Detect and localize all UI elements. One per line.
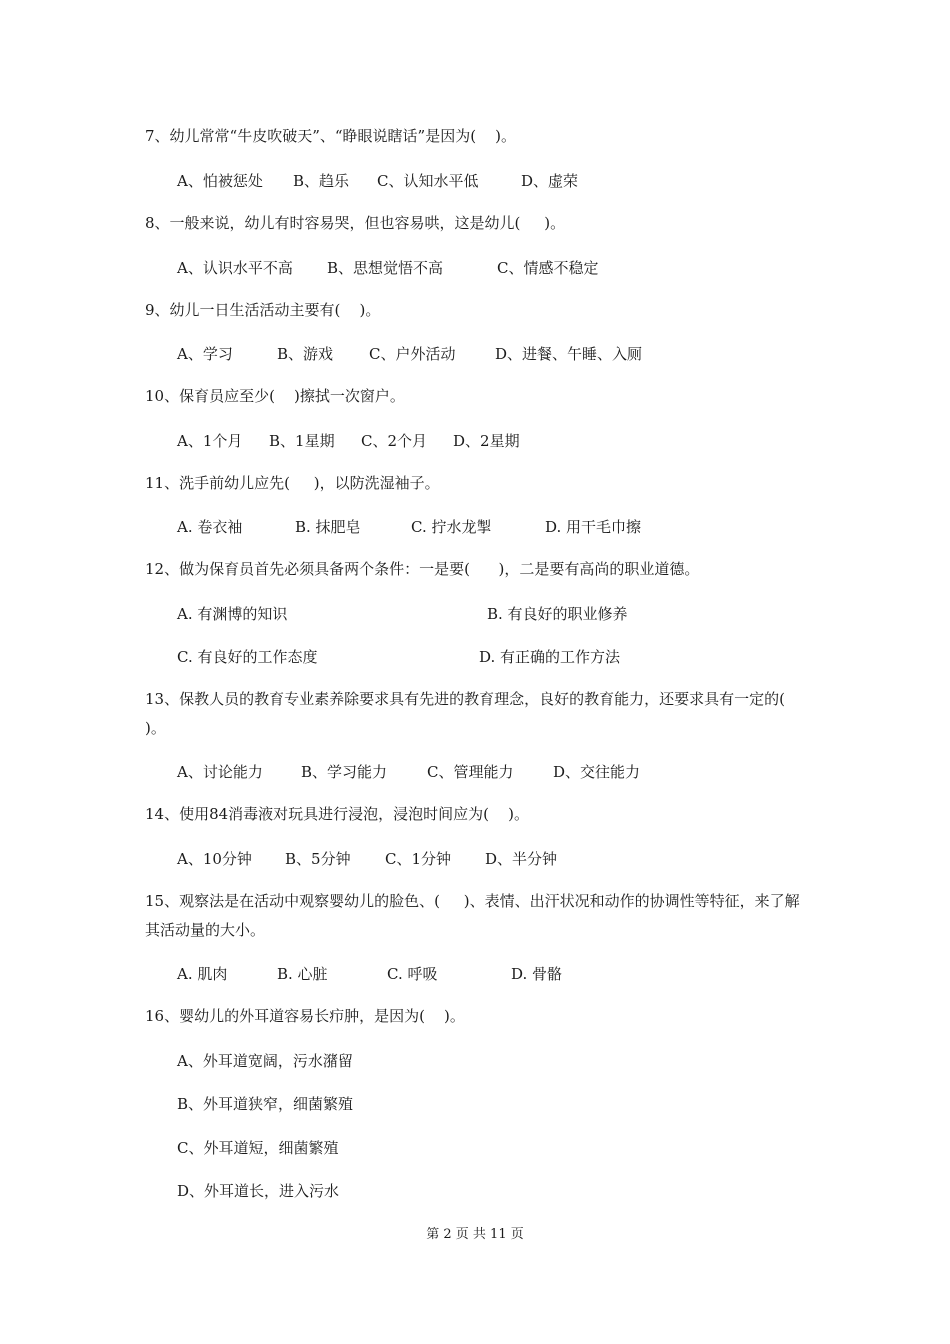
option-b: B、5分钟 xyxy=(285,850,351,868)
option-c: C. 拧水龙掣 xyxy=(411,518,492,536)
question-16-option-d xyxy=(177,1181,340,1201)
question-16-option-c xyxy=(177,1138,339,1158)
option-c: C. 有良好的工作态度 xyxy=(177,648,318,666)
option-c: C. 呼吸 xyxy=(387,965,438,983)
option-a: A、讨论能力 xyxy=(177,763,263,781)
option-d: D. 用干毛巾擦 xyxy=(545,518,642,536)
question-10: 10、保育员应至少( )擦拭一次窗户。 xyxy=(145,387,405,405)
question-13: 13、保教人员的教育专业素养除要求具有先进的教育理念，良好的教育能力，还要求具有一定的( )。 xyxy=(145,690,809,737)
question-11: 11、洗手前幼儿应先( )，以防洗湿袖子。 xyxy=(145,474,440,492)
option-d: D、虚荣 xyxy=(521,172,579,190)
option-b: B、游戏 xyxy=(277,345,334,363)
option-b: B、思想觉悟不高 xyxy=(327,259,444,277)
option-d: D、交往能力 xyxy=(553,763,641,781)
question-11-options xyxy=(177,517,642,537)
question-14-options xyxy=(177,849,558,869)
page-number-footer: 第 2 页 共 11 页 xyxy=(426,1227,524,1242)
question-8-options xyxy=(177,258,599,278)
question-16-option-b xyxy=(177,1094,354,1114)
question-8: 8、一般来说，幼儿有时容易哭，但也容易哄，这是幼儿( )。 xyxy=(145,214,566,232)
option-c: C、外耳道短，细菌繁殖 xyxy=(177,1139,339,1157)
question-15-options xyxy=(177,964,563,984)
option-d: D、半分钟 xyxy=(485,850,558,868)
option-b: B、学习能力 xyxy=(301,763,388,781)
option-d: D、进餐、午睡、入厕 xyxy=(495,345,643,363)
question-10-options xyxy=(177,431,520,451)
option-c: C、1分钟 xyxy=(385,850,452,868)
question-14: 14、使用84消毒液对玩具进行浸泡，浸泡时间应为( )。 xyxy=(145,805,529,823)
question-16: 16、婴幼儿的外耳道容易长疖肿，是因为( )。 xyxy=(145,1007,465,1025)
option-c: C、认知水平低 xyxy=(377,172,479,190)
option-c: C、2个月 xyxy=(361,432,428,450)
option-d: D、2星期 xyxy=(453,432,520,450)
question-9: 9、幼儿一日生活活动主要有( )。 xyxy=(145,301,381,319)
option-b: B. 有良好的职业修养 xyxy=(487,605,628,623)
option-c: C、户外活动 xyxy=(369,345,456,363)
question-7-options xyxy=(177,171,579,191)
option-b: B、外耳道狭窄，细菌繁殖 xyxy=(177,1095,354,1113)
question-12-options-row-1 xyxy=(177,604,628,624)
question-7: 7、幼儿常常“牛皮吹破天”、“睁眼说瞎话”是因为( )。 xyxy=(145,127,516,145)
option-a: A、10分钟 xyxy=(177,850,252,868)
option-a: A. 卷衣袖 xyxy=(177,518,243,536)
option-c: C、情感不稳定 xyxy=(497,259,599,277)
option-a: A、外耳道宽阔，污水潴留 xyxy=(177,1052,353,1070)
option-a: A、1个月 xyxy=(177,432,243,450)
option-b: B、趋乐 xyxy=(293,172,350,190)
option-b: B、1星期 xyxy=(269,432,335,450)
option-d: D、外耳道长，进入污水 xyxy=(177,1182,340,1200)
option-d: D. 骨骼 xyxy=(511,965,563,983)
question-9-options xyxy=(177,344,643,364)
option-d: D. 有正确的工作方法 xyxy=(479,648,621,666)
option-c: C、管理能力 xyxy=(427,763,514,781)
question-13-options xyxy=(177,762,641,782)
option-a: A. 有渊博的知识 xyxy=(177,605,288,623)
option-a: A、怕被惩处 xyxy=(177,172,263,190)
question-12-options-row-2 xyxy=(177,647,621,667)
option-a: A、学习 xyxy=(177,345,233,363)
option-b: B. 心脏 xyxy=(277,965,328,983)
option-b: B. 抹肥皂 xyxy=(295,518,361,536)
question-15: 15、观察法是在活动中观察婴幼儿的脸色、( )、表情、出汗状况和动作的协调性等特征，来了解其活动量的大小。 xyxy=(145,892,800,939)
question-16-option-a xyxy=(177,1051,353,1071)
option-a: A、认识水平不高 xyxy=(177,259,293,277)
option-a: A. 肌肉 xyxy=(177,965,228,983)
question-12: 12、做为保育员首先必须具备两个条件：一是要( )，二是要有高尚的职业道德。 xyxy=(145,560,700,578)
